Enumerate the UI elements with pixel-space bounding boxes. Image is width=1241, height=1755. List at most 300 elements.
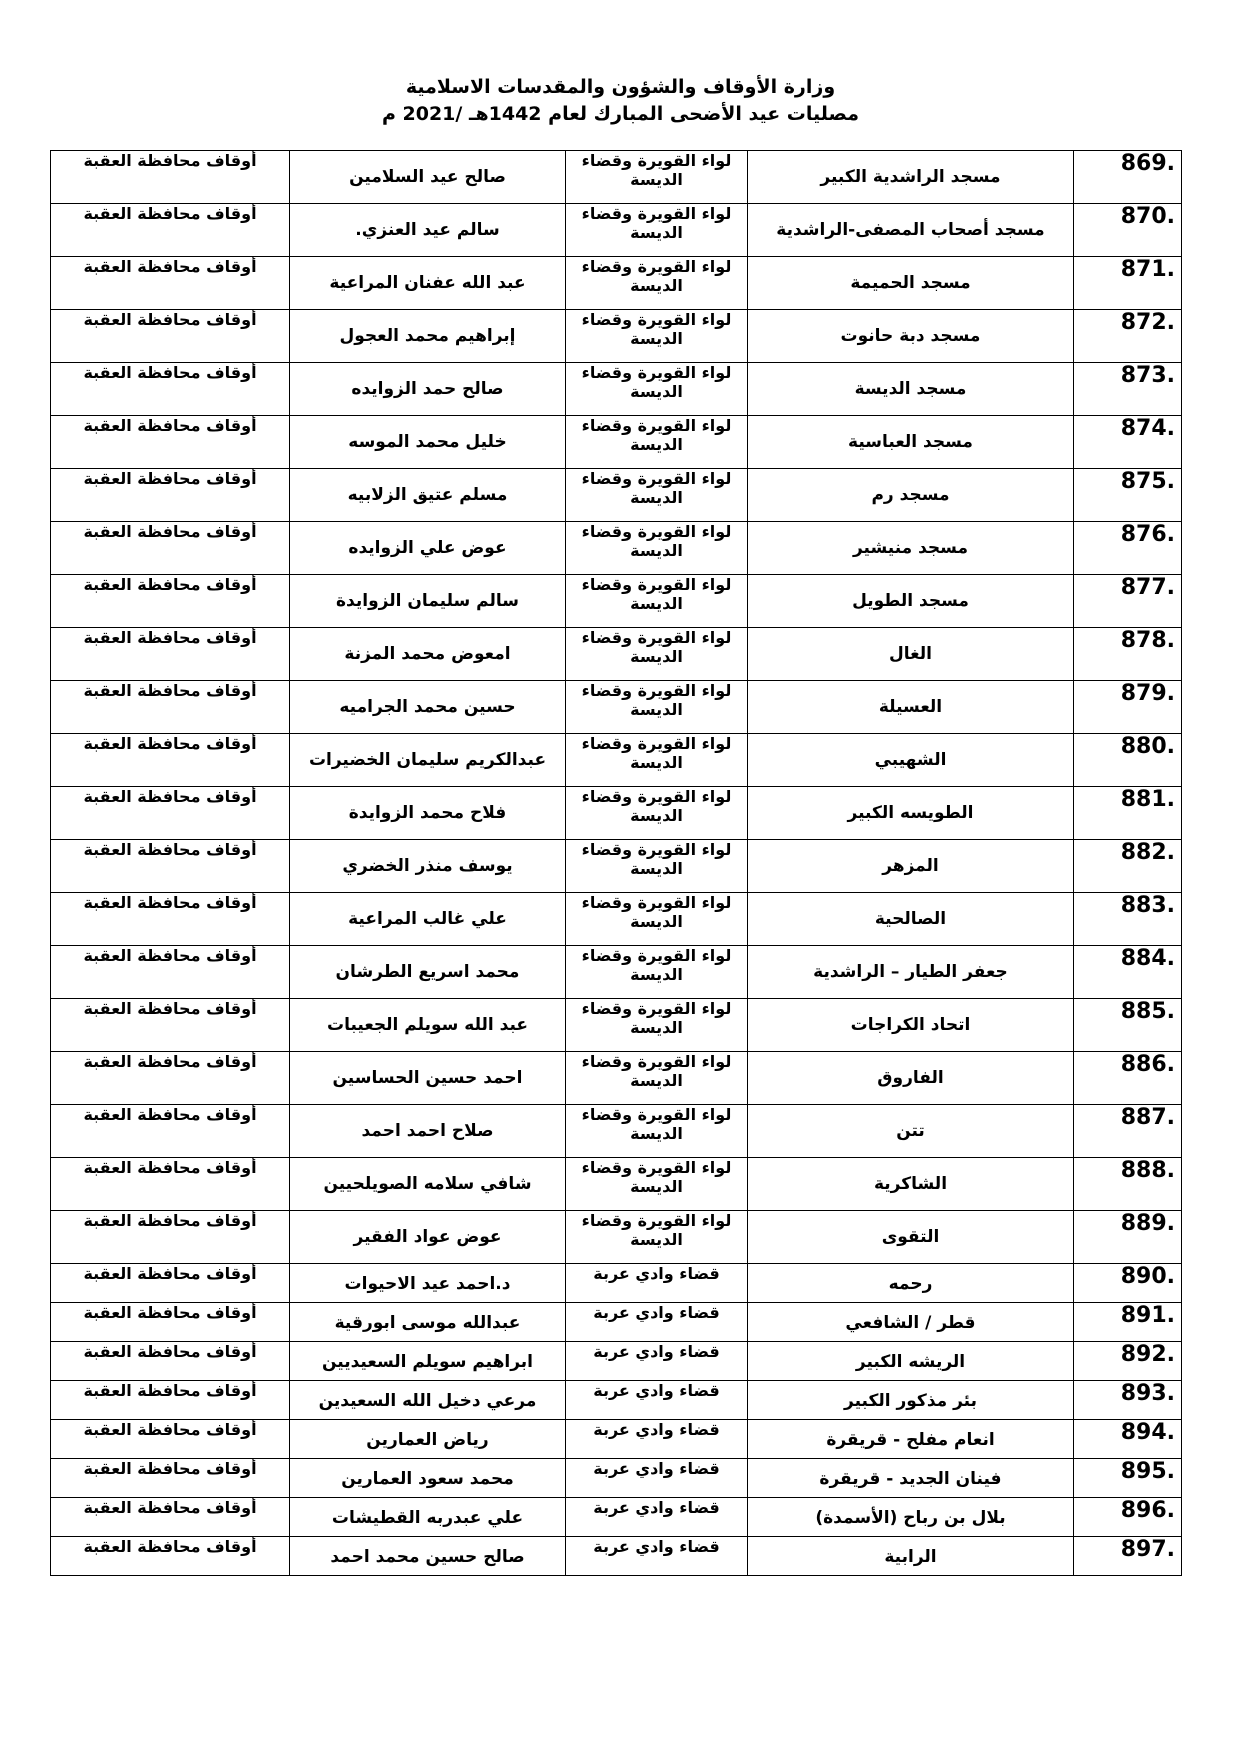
table-row <box>51 1105 1182 1158</box>
mosque-name-cell <box>748 1498 1074 1537</box>
mosque-name: التقوى <box>881 1227 940 1247</box>
directorate-name: أوقاف محافظة العقبة <box>83 1105 257 1124</box>
mosque-name: بلال بن رباح (الأسمدة) <box>815 1508 1006 1528</box>
imam-name: إبراهيم محمد العجول <box>339 326 516 346</box>
district-name: لواء القويرة وقضاء الديسة <box>581 522 732 560</box>
directorate-name: أوقاف محافظة العقبة <box>83 310 257 329</box>
district-name-cell <box>566 1158 748 1211</box>
ministry-title: وزارة الأوقاف والشؤون والمقدسات الاسلامية <box>405 76 836 98</box>
row-number: 879. <box>1120 681 1175 706</box>
district-name: قضاء وادي عربة <box>593 1537 720 1556</box>
directorate-name: أوقاف محافظة العقبة <box>83 787 257 806</box>
district-name: لواء القويرة وقضاء الديسة <box>581 575 732 613</box>
directorate-name: أوقاف محافظة العقبة <box>83 151 257 170</box>
document-subtitle: مصليات عيد الأضحى المبارك لعام 1442هـ /2021 م <box>381 103 860 125</box>
imam-name: خليل محمد الموسه <box>348 432 507 452</box>
row-number: 890. <box>1120 1264 1175 1289</box>
row-number: 889. <box>1120 1211 1175 1236</box>
row-number: 873. <box>1120 363 1175 388</box>
directorate-name-cell <box>51 257 290 310</box>
mosque-name: قطر / الشافعي <box>845 1313 976 1333</box>
directorate-name: أوقاف محافظة العقبة <box>83 1158 257 1177</box>
mosque-name: الفاروق <box>877 1068 944 1088</box>
district-name: قضاء وادي عربة <box>593 1342 720 1361</box>
imam-name-cell <box>290 469 566 522</box>
district-name-cell <box>566 1052 748 1105</box>
mosque-name: بئر مذكور الكبير <box>844 1391 977 1411</box>
imam-name-cell <box>290 310 566 363</box>
district-name-cell <box>566 1537 748 1576</box>
mosque-name: الصالحية <box>874 909 947 929</box>
directorate-name: أوقاف محافظة العقبة <box>83 1381 257 1400</box>
table-row <box>51 522 1182 575</box>
district-name-cell <box>566 946 748 999</box>
mosque-name: الطويسه الكبير <box>847 803 974 823</box>
directorate-name: أوقاف محافظة العقبة <box>83 946 257 965</box>
row-number-cell <box>1074 1211 1182 1264</box>
district-name: لواء القويرة وقضاء الديسة <box>581 893 732 931</box>
table-body <box>51 151 1182 1576</box>
imam-name-cell <box>290 787 566 840</box>
imam-name-cell <box>290 999 566 1052</box>
imam-name-cell <box>290 946 566 999</box>
row-number-cell <box>1074 1498 1182 1537</box>
row-number: 880. <box>1120 734 1175 759</box>
row-number: 881. <box>1120 787 1175 812</box>
district-name: قضاء وادي عربة <box>593 1459 720 1478</box>
mosque-name-cell <box>748 363 1074 416</box>
directorate-name-cell <box>51 1105 290 1158</box>
row-number-cell <box>1074 840 1182 893</box>
directorate-name-cell <box>51 628 290 681</box>
directorate-name: أوقاف محافظة العقبة <box>83 734 257 753</box>
directorate-name: أوقاف محافظة العقبة <box>83 257 257 276</box>
mosque-name-cell <box>748 1459 1074 1498</box>
imam-name: سالم عيد العنزي. <box>355 220 500 240</box>
directorate-name: أوقاف محافظة العقبة <box>83 522 257 541</box>
table-row <box>51 1342 1182 1381</box>
mosque-name-cell <box>748 1158 1074 1211</box>
row-number: 892. <box>1120 1342 1175 1367</box>
row-number-cell <box>1074 1052 1182 1105</box>
district-name: لواء القويرة وقضاء الديسة <box>581 840 732 878</box>
district-name-cell <box>566 840 748 893</box>
district-name: لواء القويرة وقضاء الديسة <box>581 204 732 242</box>
imam-name: د.احمد عيد الاحيوات <box>344 1274 511 1294</box>
directorate-name: أوقاف محافظة العقبة <box>83 1264 257 1283</box>
district-name-cell <box>566 363 748 416</box>
district-name-cell <box>566 151 748 204</box>
row-number: 885. <box>1120 999 1175 1024</box>
mosque-name-cell <box>748 204 1074 257</box>
district-name-cell <box>566 681 748 734</box>
prayer-grounds-table <box>50 150 1182 1576</box>
imam-name-cell <box>290 1158 566 1211</box>
table-row <box>51 469 1182 522</box>
mosque-name-cell <box>748 416 1074 469</box>
imam-name: عبد الله عفنان المراعية <box>329 273 526 293</box>
district-name: لواء القويرة وقضاء الديسة <box>581 257 732 295</box>
table-row <box>51 734 1182 787</box>
district-name: لواء القويرة وقضاء الديسة <box>581 469 732 507</box>
table-row <box>51 893 1182 946</box>
district-name-cell <box>566 310 748 363</box>
district-name: لواء القويرة وقضاء الديسة <box>581 628 732 666</box>
mosque-name: الريشه الكبير <box>855 1352 966 1372</box>
imam-name-cell <box>290 151 566 204</box>
row-number: 877. <box>1120 575 1175 600</box>
row-number-cell <box>1074 893 1182 946</box>
row-number-cell <box>1074 1264 1182 1303</box>
mosque-name: الغال <box>889 644 932 664</box>
mosque-name-cell <box>748 999 1074 1052</box>
row-number: 882. <box>1120 840 1175 865</box>
row-number-cell <box>1074 1420 1182 1459</box>
directorate-name: أوقاف محافظة العقبة <box>83 416 257 435</box>
mosque-name: جعفر الطيار – الراشدية <box>813 962 1008 982</box>
district-name: لواء القويرة وقضاء الديسة <box>581 999 732 1037</box>
directorate-name: أوقاف محافظة العقبة <box>83 1420 257 1439</box>
imam-name-cell <box>290 1537 566 1576</box>
row-number: 887. <box>1120 1105 1175 1130</box>
mosque-name: انعام مفلح - قريقرة <box>826 1430 995 1450</box>
imam-name: فلاح محمد الزوايدة <box>348 803 507 823</box>
district-name: قضاء وادي عربة <box>593 1264 720 1283</box>
table-row <box>51 1537 1182 1576</box>
imam-name: صلاح احمد احمد <box>361 1121 494 1141</box>
directorate-name: أوقاف محافظة العقبة <box>83 1211 257 1230</box>
row-number: 876. <box>1120 522 1175 547</box>
table-row <box>51 310 1182 363</box>
directorate-name: أوقاف محافظة العقبة <box>83 1459 257 1478</box>
mosque-name-cell <box>748 893 1074 946</box>
imam-name: علي عبدربه القطيشات <box>331 1508 524 1528</box>
imam-name: عبدالكريم سليمان الخضيرات <box>308 750 547 770</box>
imam-name-cell <box>290 840 566 893</box>
mosque-name-cell <box>748 1105 1074 1158</box>
imam-name: مسلم عتيق الزلابيه <box>347 485 508 505</box>
mosque-name: مسجد أصحاب المصفى-الراشدية <box>776 220 1045 240</box>
mosque-name-cell <box>748 575 1074 628</box>
row-number-cell <box>1074 1342 1182 1381</box>
row-number-cell <box>1074 257 1182 310</box>
mosque-name-cell <box>748 257 1074 310</box>
imam-name-cell <box>290 575 566 628</box>
imam-name: امعوض محمد المزنة <box>344 644 511 664</box>
district-name: قضاء وادي عربة <box>593 1303 720 1322</box>
imam-name-cell <box>290 1052 566 1105</box>
row-number: 875. <box>1120 469 1175 494</box>
table-row <box>51 1158 1182 1211</box>
table-row <box>51 628 1182 681</box>
imam-name-cell <box>290 1105 566 1158</box>
mosque-name: مسجد الحميمة <box>850 273 971 293</box>
directorate-name: أوقاف محافظة العقبة <box>83 204 257 223</box>
directorate-name-cell <box>51 946 290 999</box>
imam-name: سالم سليمان الزوايدة <box>336 591 519 611</box>
table-row <box>51 257 1182 310</box>
row-number-cell <box>1074 1381 1182 1420</box>
imam-name-cell <box>290 893 566 946</box>
directorate-name-cell <box>51 681 290 734</box>
mosque-name: مسجد الطويل <box>852 591 969 611</box>
directorate-name: أوقاف محافظة العقبة <box>83 575 257 594</box>
imam-name-cell <box>290 416 566 469</box>
imam-name-cell <box>290 1498 566 1537</box>
mosque-name-cell <box>748 151 1074 204</box>
mosque-name-cell <box>748 840 1074 893</box>
row-number: 870. <box>1120 204 1175 229</box>
imam-name: احمد حسين الحساسين <box>332 1068 523 1088</box>
table-row <box>51 1498 1182 1537</box>
table-row <box>51 946 1182 999</box>
mosque-name: مسجد منيشير <box>852 538 969 558</box>
directorate-name-cell <box>51 416 290 469</box>
row-number-cell <box>1074 1105 1182 1158</box>
mosque-name-cell <box>748 522 1074 575</box>
table-row <box>51 1420 1182 1459</box>
district-name: لواء القويرة وقضاء الديسة <box>581 1052 732 1090</box>
mosque-name-cell <box>748 681 1074 734</box>
imam-name: صالح حمد الزوايده <box>351 379 504 399</box>
directorate-name-cell <box>51 363 290 416</box>
mosque-name-cell <box>748 1303 1074 1342</box>
directorate-name: أوقاف محافظة العقبة <box>83 628 257 647</box>
directorate-name-cell <box>51 1459 290 1498</box>
imam-name-cell <box>290 257 566 310</box>
imam-name-cell <box>290 681 566 734</box>
district-name: لواء القويرة وقضاء الديسة <box>581 787 732 825</box>
directorate-name-cell <box>51 734 290 787</box>
district-name: لواء القويرة وقضاء الديسة <box>581 363 732 401</box>
directorate-name: أوقاف محافظة العقبة <box>83 1498 257 1517</box>
district-name: لواء القويرة وقضاء الديسة <box>581 946 732 984</box>
mosque-name: الشاكرية <box>873 1174 948 1194</box>
imam-name-cell <box>290 628 566 681</box>
directorate-name: أوقاف محافظة العقبة <box>83 469 257 488</box>
mosque-name-cell <box>748 1381 1074 1420</box>
imam-name: حسين محمد الجراميه <box>339 697 516 717</box>
table-row <box>51 204 1182 257</box>
district-name-cell <box>566 257 748 310</box>
district-name: لواء القويرة وقضاء الديسة <box>581 416 732 454</box>
table-row <box>51 1211 1182 1264</box>
mosque-name: فينان الجديد - قريقرة <box>819 1469 1002 1489</box>
imam-name-cell <box>290 204 566 257</box>
imam-name: محمد اسريع الطرشان <box>335 962 520 982</box>
directorate-name: أوقاف محافظة العقبة <box>83 1303 257 1322</box>
mosque-name: الرابية <box>884 1547 937 1567</box>
directorate-name-cell <box>51 1498 290 1537</box>
row-number-cell <box>1074 999 1182 1052</box>
table-row <box>51 1264 1182 1303</box>
district-name: لواء القويرة وقضاء الديسة <box>581 681 732 719</box>
row-number-cell <box>1074 1537 1182 1576</box>
table-row <box>51 999 1182 1052</box>
table-row <box>51 840 1182 893</box>
directorate-name-cell <box>51 840 290 893</box>
row-number-cell <box>1074 946 1182 999</box>
district-name-cell <box>566 469 748 522</box>
district-name: لواء القويرة وقضاء الديسة <box>581 1105 732 1143</box>
mosque-name: المزهر <box>882 856 939 876</box>
mosque-name-cell <box>748 628 1074 681</box>
imam-name: شافي سلامه الصويلحيين <box>323 1174 532 1194</box>
directorate-name: أوقاف محافظة العقبة <box>83 1537 257 1556</box>
imam-name-cell <box>290 1303 566 1342</box>
mosque-name: الشهيبي <box>874 750 947 770</box>
directorate-name-cell <box>51 204 290 257</box>
row-number-cell <box>1074 469 1182 522</box>
directorate-name: أوقاف محافظة العقبة <box>83 681 257 700</box>
row-number-cell <box>1074 1459 1182 1498</box>
document-header <box>0 74 1241 128</box>
directorate-name-cell <box>51 1211 290 1264</box>
directorate-name-cell <box>51 1052 290 1105</box>
imam-name-cell <box>290 1342 566 1381</box>
district-name-cell <box>566 1459 748 1498</box>
mosque-name-cell <box>748 469 1074 522</box>
mosque-name: رحمه <box>888 1274 933 1294</box>
imam-name: محمد سعود العمارين <box>341 1469 514 1489</box>
imam-name-cell <box>290 1459 566 1498</box>
imam-name: مرعي دخيل الله السعيدين <box>318 1391 537 1411</box>
imam-name-cell <box>290 522 566 575</box>
directorate-name-cell <box>51 522 290 575</box>
imam-name-cell <box>290 1381 566 1420</box>
row-number: 888. <box>1120 1158 1175 1183</box>
imam-name: رياض العمارين <box>366 1430 489 1450</box>
directorate-name-cell <box>51 1342 290 1381</box>
directorate-name-cell <box>51 151 290 204</box>
mosque-name: العسيلة <box>878 697 943 717</box>
directorate-name-cell <box>51 893 290 946</box>
district-name-cell <box>566 1342 748 1381</box>
row-number-cell <box>1074 575 1182 628</box>
row-number-cell <box>1074 628 1182 681</box>
row-number: 893. <box>1120 1381 1175 1406</box>
district-name-cell <box>566 1498 748 1537</box>
directorate-name-cell <box>51 787 290 840</box>
imam-name: علي غالب المراعية <box>348 909 507 929</box>
mosque-name-cell <box>748 734 1074 787</box>
imam-name: عبد الله سويلم الجعيبات <box>326 1015 529 1035</box>
directorate-name-cell <box>51 999 290 1052</box>
row-number-cell <box>1074 204 1182 257</box>
mosque-name-cell <box>748 1211 1074 1264</box>
directorate-name: أوقاف محافظة العقبة <box>83 363 257 382</box>
directorate-name: أوقاف محافظة العقبة <box>83 840 257 859</box>
imam-name-cell <box>290 734 566 787</box>
directorate-name-cell <box>51 1158 290 1211</box>
row-number-cell <box>1074 787 1182 840</box>
district-name-cell <box>566 522 748 575</box>
imam-name-cell <box>290 1420 566 1459</box>
district-name: لواء القويرة وقضاء الديسة <box>581 734 732 772</box>
row-number-cell <box>1074 1303 1182 1342</box>
mosque-name-cell <box>748 1052 1074 1105</box>
row-number-cell <box>1074 416 1182 469</box>
mosque-name-cell <box>748 787 1074 840</box>
district-name-cell <box>566 734 748 787</box>
district-name-cell <box>566 575 748 628</box>
district-name-cell <box>566 999 748 1052</box>
directorate-name-cell <box>51 469 290 522</box>
table-row <box>51 1303 1182 1342</box>
row-number-cell <box>1074 1158 1182 1211</box>
table-row <box>51 1381 1182 1420</box>
directorate-name-cell <box>51 1303 290 1342</box>
row-number: 897. <box>1120 1537 1175 1562</box>
table-row <box>51 575 1182 628</box>
directorate-name-cell <box>51 1537 290 1576</box>
district-name-cell <box>566 1420 748 1459</box>
mosque-name: مسجد رم <box>871 485 950 505</box>
district-name: قضاء وادي عربة <box>593 1498 720 1517</box>
mosque-name: تتن <box>896 1121 925 1141</box>
imam-name: عوض عواد الفقير <box>353 1227 502 1247</box>
mosque-name: اتحاد الكراجات <box>850 1015 971 1035</box>
mosque-name: مسجد دبة حانوت <box>840 326 981 346</box>
mosque-name-cell <box>748 1342 1074 1381</box>
row-number-cell <box>1074 522 1182 575</box>
district-name-cell <box>566 416 748 469</box>
table-row <box>51 416 1182 469</box>
row-number: 883. <box>1120 893 1175 918</box>
district-name-cell <box>566 1381 748 1420</box>
directorate-name: أوقاف محافظة العقبة <box>83 999 257 1018</box>
directorate-name-cell <box>51 1264 290 1303</box>
district-name-cell <box>566 787 748 840</box>
directorate-name: أوقاف محافظة العقبة <box>83 893 257 912</box>
district-name-cell <box>566 1211 748 1264</box>
imam-name: عوض علي الزوايده <box>348 538 507 558</box>
directorate-name-cell <box>51 1420 290 1459</box>
row-number: 878. <box>1120 628 1175 653</box>
mosque-name-cell <box>748 310 1074 363</box>
imam-name: صالح عيد السلامين <box>349 167 506 187</box>
row-number-cell <box>1074 734 1182 787</box>
directorate-name-cell <box>51 575 290 628</box>
mosque-name-cell <box>748 1537 1074 1576</box>
mosque-name: مسجد الديسة <box>854 379 967 399</box>
row-number: 886. <box>1120 1052 1175 1077</box>
row-number: 884. <box>1120 946 1175 971</box>
imam-name: يوسف منذر الخضري <box>342 856 513 876</box>
table-row <box>51 363 1182 416</box>
row-number: 894. <box>1120 1420 1175 1445</box>
table-row <box>51 787 1182 840</box>
district-name: قضاء وادي عربة <box>593 1381 720 1400</box>
imam-name: صالح حسين محمد احمد <box>330 1547 525 1567</box>
row-number: 871. <box>1120 257 1175 282</box>
table-row <box>51 1052 1182 1105</box>
mosque-name-cell <box>748 946 1074 999</box>
row-number: 896. <box>1120 1498 1175 1523</box>
district-name: لواء القويرة وقضاء الديسة <box>581 1211 732 1249</box>
imam-name-cell <box>290 363 566 416</box>
directorate-name-cell <box>51 1381 290 1420</box>
row-number: 891. <box>1120 1303 1175 1328</box>
district-name-cell <box>566 204 748 257</box>
row-number: 895. <box>1120 1459 1175 1484</box>
district-name-cell <box>566 1264 748 1303</box>
row-number: 874. <box>1120 416 1175 441</box>
district-name-cell <box>566 1303 748 1342</box>
imam-name-cell <box>290 1211 566 1264</box>
mosque-name: مسجد العباسية <box>848 432 973 452</box>
row-number-cell <box>1074 310 1182 363</box>
